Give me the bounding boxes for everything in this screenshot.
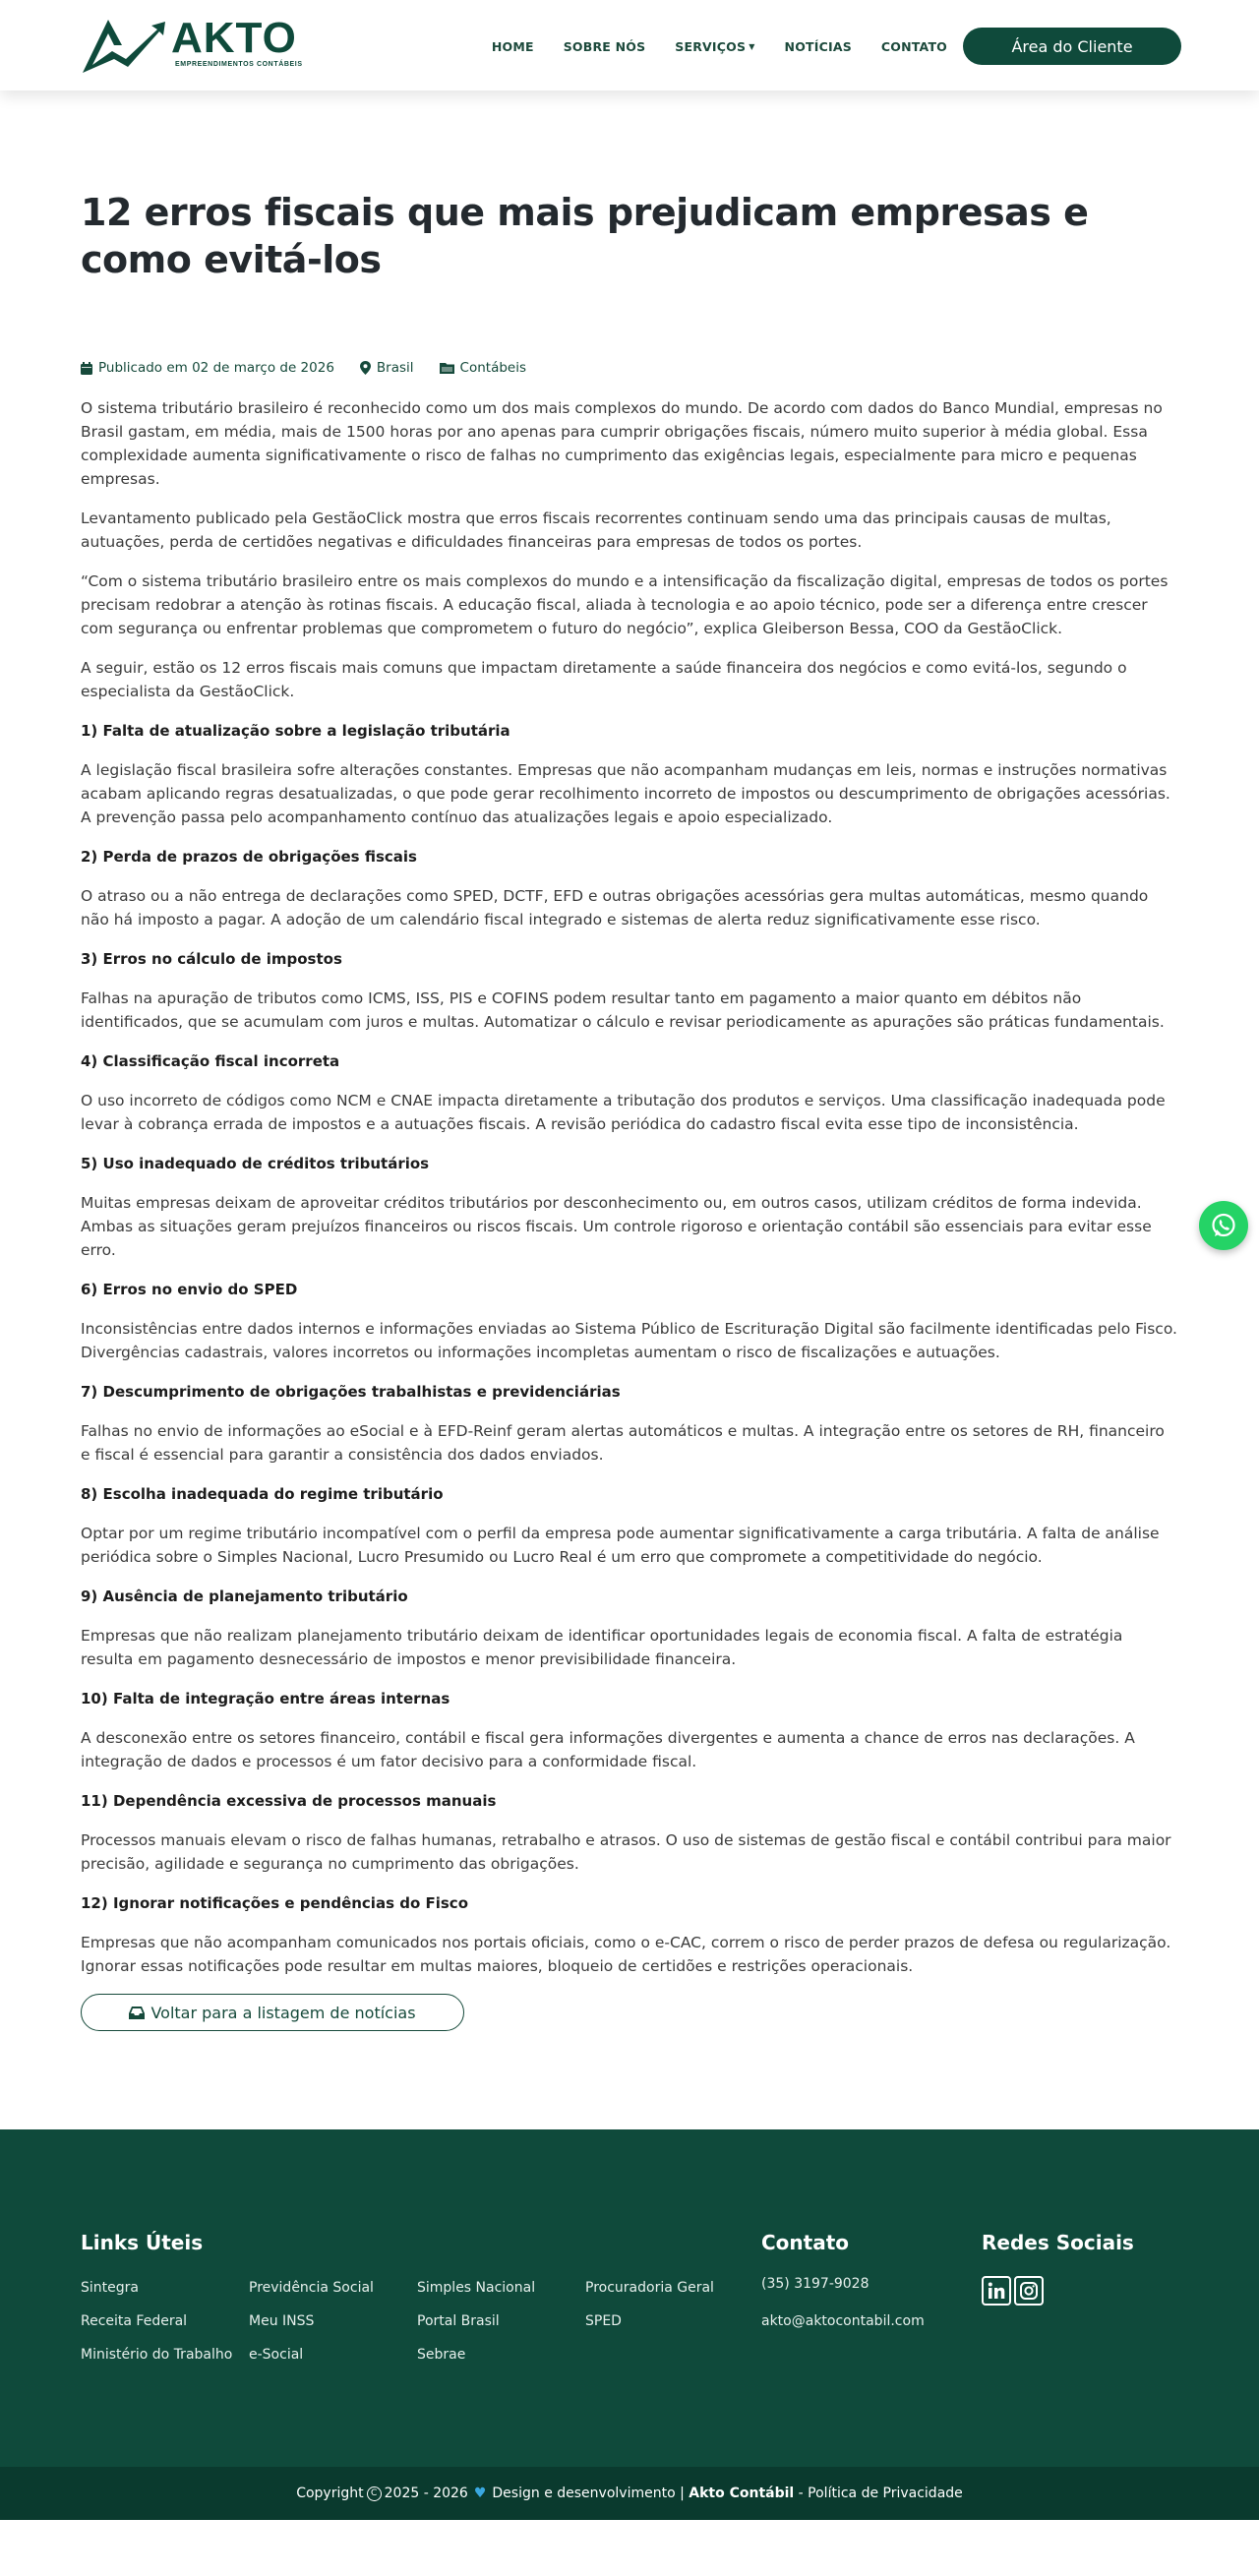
useful-links [81, 2278, 753, 2365]
linkedin-icon[interactable] [982, 2276, 1011, 2306]
back-button-label: Voltar para a listagem de notícias [150, 2003, 416, 2022]
section-text: Empresas que não acompanham comunicados nos portais oficiais, como o e-CAC, correm o risco de perder prazos de defesa ou regularização. Ignorar essas notificações pode resultar em multas maiores, bloqueio de certidões e restrições operacionais. [81, 1934, 1171, 1975]
copyright-years: 2025 - 2026 [384, 2486, 468, 2501]
intro-paragraph: Levantamento publicado pela GestãoClick mostra que erros fiscais recorrentes continuam sendo uma das principais causas de multas, autuações, perda de certidões negativas e dificuldades financeiras para empresas de todos os portes. [81, 509, 1111, 551]
contact-phone[interactable]: (35) 3197-9028 [761, 2276, 869, 2292]
section-heading: 10) Falta de integração entre áreas internas [81, 1690, 450, 1707]
footer-link-sintegra[interactable]: Sintegra [81, 2280, 139, 2296]
footer-link-sped[interactable]: SPED [585, 2313, 622, 2329]
whatsapp-icon [1210, 1212, 1237, 1239]
site-header [0, 0, 1259, 90]
section-text: O atraso ou a não entrega de declarações como SPED, DCTF, EFD e outras obrigações acessórias gera multas automáticas, mesmo quando não há imposto a pagar. A adoção de um calendário fiscal integrado e sistemas de alerta reduz significativamente esse risco. [81, 887, 1149, 929]
whatsapp-button[interactable] [1199, 1201, 1248, 1250]
section-heading: 8) Escolha inadequada do regime tributário [81, 1485, 444, 1503]
section-heading: 11) Dependência excessiva de processos manuais [81, 1792, 497, 1810]
copyright-prefix: Copyright [296, 2486, 364, 2501]
contact-email[interactable]: akto@aktocontabil.com [761, 2313, 925, 2329]
folder-icon [440, 362, 454, 374]
social-title: Redes Sociais [982, 2231, 1134, 2254]
chevron-down-icon: ▼ [749, 41, 755, 51]
heart-icon: ♥ [473, 2486, 487, 2501]
footer-link-receita[interactable]: Receita Federal [81, 2313, 188, 2329]
copyright-icon: C [367, 2486, 382, 2501]
privacy-policy-link[interactable]: - Política de Privacidade [798, 2486, 963, 2501]
back-to-news-button[interactable] [81, 1994, 464, 2031]
section-text: Falhas no envio de informações ao eSocial e à EFD-Reinf geram alertas automáticos e multas. A integração entre os setores de RH, financeiro e fiscal é essencial para garantir a consistência dos dados enviados. [81, 1422, 1165, 1464]
section-text: Optar por um regime tributário incompatível com o perfil da empresa pode aumentar significativamente a carga tributária. A falta de análise periódica sobre o Simples Nacional, Lucro Presumido ou Lucro Real é um erro que compromete a competitividade do negócio. [81, 1525, 1160, 1566]
intro-paragraph: O sistema tributário brasileiro é reconhecido como um dos mais complexos do mundo. De acordo com dados do Banco Mundial, empresas no Brasil gastam, em média, mais de 1500 horas por ano apenas para cumprir obrigações fiscais, número muito superior à média global. Essa complexidade aumenta significativamente o risco de falhas no cumprimento das exigências legais, especialmente para micro e pequenas empresas. [81, 399, 1163, 488]
article-body [81, 396, 1178, 2031]
footer-link-procuradoria[interactable]: Procuradoria Geral [585, 2280, 714, 2296]
akto-logo[interactable] [79, 14, 307, 77]
section-heading: 1) Falta de atualização sobre a legislação tributária [81, 722, 510, 740]
footer-link-previdencia[interactable]: Previdência Social [249, 2280, 374, 2296]
footer-link-ministerio[interactable]: Ministério do Trabalho [81, 2347, 233, 2363]
nav-servicos-label: SERVIÇOS [675, 38, 747, 54]
footer-link-sebrae[interactable]: Sebrae [417, 2347, 466, 2363]
nav-noticias[interactable]: NOTÍCIAS [784, 38, 852, 54]
footer-link-meu-inss[interactable]: Meu INSS [249, 2313, 315, 2329]
instagram-icon[interactable] [1014, 2276, 1044, 2306]
inbox-icon [129, 2007, 145, 2019]
article-title: 12 erros fiscais que mais prejudicam empresas e como evitá-los [81, 191, 1089, 281]
social-links [982, 2276, 1047, 2306]
meta-category[interactable] [440, 360, 526, 376]
section-text: A desconexão entre os setores financeiro, contábil e fiscal gera informações divergentes e aumenta a chance de erros nas declarações. A integração de dados e processos é um fator decisivo para a conformidade fiscal. [81, 1729, 1135, 1770]
footer-link-portal-brasil[interactable]: Portal Brasil [417, 2313, 500, 2329]
footer-link-esocial[interactable]: e-Social [249, 2347, 304, 2363]
article-meta [81, 360, 1180, 376]
nav-servicos[interactable] [675, 39, 754, 54]
contact-title: Contato [761, 2231, 850, 2254]
intro-paragraph: A seguir, estão os 12 erros fiscais mais comuns que impactam diretamente a saúde financeira dos negócios e como evitá-los, segundo o especialista da GestãoClick. [81, 659, 1127, 700]
copyright-bar [0, 2467, 1259, 2520]
copyright-brand[interactable]: Akto Contábil [689, 2486, 795, 2501]
akto-logo-mark [79, 16, 167, 75]
logo-name: AKTO [171, 14, 297, 62]
site-footer [0, 2129, 1259, 2467]
category-label: Contábeis [459, 360, 526, 376]
section-heading: 5) Uso inadequado de créditos tributários [81, 1155, 430, 1172]
meta-published [81, 360, 334, 376]
location-label: Brasil [376, 360, 414, 376]
footer-link-simples[interactable]: Simples Nacional [417, 2280, 536, 2296]
quote-paragraph: “Com o sistema tributário brasileiro entre os mais complexos do mundo e a intensificação da fiscalização digital, empresas de todos os portes precisam redobrar a atenção às rotinas fiscais. A educação fiscal, aliada à tecnologia e ao apoio técnico, pode ser a diferença entre crescer com segurança ou enfrentar problemas que comprometem o futuro do negócio”, explica Gleiberson Bessa, COO da GestãoClick. [81, 572, 1169, 637]
published-date: Publicado em 02 de março de 2026 [98, 360, 334, 376]
section-text: Falhas na apuração de tributos como ICMS, ISS, PIS e COFINS podem resultar tanto em pagamento a maior quanto em débitos não identificados, que se acumulam com juros e multas. Automatizar o cálculo e revisar periodicamente as apurações são práticas fundamentais. [81, 989, 1165, 1031]
section-text: O uso incorreto de códigos como NCM e CNAE impacta diretamente a tributação dos produtos e serviços. Uma classificação inadequada pode levar à cobrança errada de impostos e a autuações fiscais. A revisão periódica do cadastro fiscal evita esse tipo de inconsistência. [81, 1092, 1166, 1133]
section-heading: 3) Erros no cálculo de impostos [81, 950, 342, 968]
section-heading: 2) Perda de prazos de obrigações fiscais [81, 848, 417, 866]
section-heading: 9) Ausência de planejamento tributário [81, 1588, 408, 1605]
section-text: Muitas empresas deixam de aproveitar créditos tributários por desconhecimento ou, em outros casos, utilizam créditos de forma indevida. Ambas as situações geram prejuízos financeiros ou riscos fiscais. Um controle rigoroso e orientação contábil são essenciais para evitar esse erro. [81, 1194, 1152, 1259]
meta-location [360, 360, 414, 376]
calendar-icon [81, 362, 92, 375]
copyright-design: Design e desenvolvimento | [492, 2486, 685, 2501]
logo-tagline: EMPREENDIMENTOS CONTÁBEIS [175, 61, 303, 68]
nav-home[interactable]: HOME [491, 38, 534, 54]
section-text: Processos manuais elevam o risco de falhas humanas, retrabalho e atrasos. O uso de sistemas de gestão fiscal e contábil contribui para maior precisão, agilidade e segurança no cumprimento das obrigações. [81, 1831, 1171, 1873]
section-heading: 6) Erros no envio do SPED [81, 1281, 298, 1298]
section-text: Inconsistências entre dados internos e informações enviadas ao Sistema Público de Escrituração Digital são facilmente identificadas pelo Fisco. Divergências cadastrais, valores incorretos ou informações incompletas aumentam o risco de fiscalizações e autuações. [81, 1320, 1177, 1361]
section-heading: 4) Classificação fiscal incorreta [81, 1052, 340, 1070]
useful-links-title: Links Úteis [81, 2231, 204, 2254]
section-heading: 12) Ignorar notificações e pendências do Fisco [81, 1894, 468, 1912]
client-area-button[interactable]: Área do Cliente [963, 28, 1181, 65]
nav-sobre-nos[interactable]: SOBRE NÓS [563, 38, 646, 54]
section-text: Empresas que não realizam planejamento tributário deixam de identificar oportunidades legais de economia fiscal. A falta de estratégia resulta em pagamento desnecessário de impostos e menor previsibilidade financeira. [81, 1627, 1123, 1668]
nav-contato[interactable]: CONTATO [880, 38, 947, 54]
map-pin-icon [360, 361, 371, 375]
article [0, 90, 1259, 2129]
section-heading: 7) Descumprimento de obrigações trabalhistas e previdenciárias [81, 1383, 621, 1401]
section-text: A legislação fiscal brasileira sofre alterações constantes. Empresas que não acompanham mudanças em leis, normas e instruções normativas acabam aplicando regras desatualizadas, o que pode gerar recolhimento incorreto de impostos ou descumprimento de obrigações acessórias. A prevenção passa pelo acompanhamento contínuo das atualizações legais e apoio especializado. [81, 761, 1170, 826]
main-nav [492, 28, 1181, 65]
